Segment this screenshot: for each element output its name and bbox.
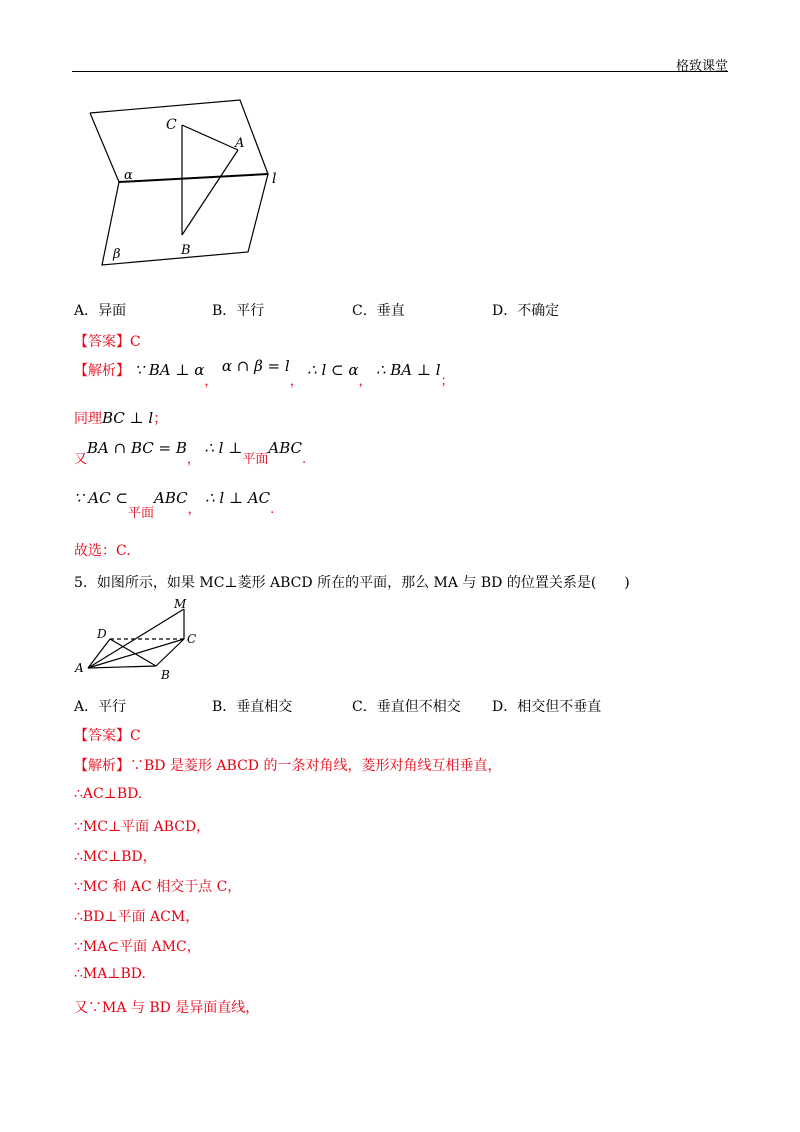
q5-option-a: A．平行 [74,699,127,715]
label-a: A [235,136,245,151]
math-therefore-l-perp: ∴ l ⊥ [204,439,243,457]
q5-analysis-line1 [74,755,501,775]
answer-value: C [130,728,141,744]
q4-option-d: D．不确定 [492,303,560,319]
period: . [270,502,275,517]
dihedral-figure [80,95,300,275]
q5-analysis-line7: ∵MA⊂平面 AMC， [74,939,201,955]
label-beta: β [113,247,121,262]
text-tongli: 同理 [74,411,102,427]
label-alpha: α [124,168,133,183]
label-a: A [75,661,84,675]
q5-analysis-line6: ∴BD⊥平面 ACM， [74,909,200,925]
math-bc-perp-l: BC ⊥ l [102,409,154,427]
math-ba-perp-alpha: ∵ BA ⊥ α [134,361,205,379]
q4-option-a: A．异面 [74,303,127,319]
edge-ad [88,639,110,668]
q5-analysis-line3: ∵MC⊥平面 ABCD， [74,819,211,835]
separator: ， [358,374,372,389]
analysis-label: 【解析】 [74,758,130,774]
rhombus-figure [70,595,210,690]
q4-analysis-line3 [74,438,307,467]
q5-stem: 5．如图所示，如果 MC⊥菱形 ABCD 所在的平面，那么 MA 与 BD 的位置关系是( ) [74,575,630,591]
q5-analysis-line4: ∴MC⊥BD， [74,849,157,865]
answer-label: 【答案】 [74,334,130,350]
label-c: C [187,632,197,646]
separator: ； [153,411,168,427]
q4-option-c: C．垂直 [352,303,405,319]
text-plane: 平面 [242,452,269,467]
separator: ， [186,452,200,467]
separator: ， [289,374,303,389]
separator: ， [204,374,218,389]
math-ba-cap-bc: BA ∩ BC = B [87,439,187,457]
header-rule [72,71,728,72]
q5-answer [74,725,141,745]
edge-l [119,174,268,182]
math-l-subset-alpha: ∴ l ⊂ α [307,361,359,379]
answer-label: 【答案】 [74,728,130,744]
q4-answer [74,331,141,351]
segment-ab [182,150,238,235]
label-b: B [161,668,170,682]
analysis-text: ∵BD 是菱形 ABCD 的一条对角线，菱形对角线互相垂直， [130,758,502,774]
q4-analysis-line2 [74,408,167,428]
text-you: 又 [74,452,88,467]
segment-ca [182,125,238,150]
separator: ； [440,374,454,389]
label-l: l [272,171,277,187]
math-abc: ABC [268,439,302,457]
answer-value: C [130,334,141,350]
q5-analysis-line8: ∴MA⊥BD. [74,966,146,982]
q5-option-d: D．相交但不垂直 [492,699,602,715]
q4-analysis-line1 [74,357,454,389]
math-abc: ABC [153,489,188,507]
q5-analysis-line2: ∴AC⊥BD. [74,786,143,802]
period: . [301,452,307,467]
label-m: M [174,597,187,611]
edge-ab [88,666,156,668]
q4-option-b: B．平行 [212,303,265,319]
header-brand: 格致课堂 [675,59,728,74]
text-plane: 平面 [127,506,154,521]
math-l-perp-ac: ∴ l ⊥ AC [205,489,271,507]
label-b: B [181,243,191,258]
math-ac-subset: ∵ AC ⊂ [74,489,128,507]
q5-option-b: B．垂直相交 [212,699,293,715]
q5-option-c: C．垂直但不相交 [352,699,461,715]
label-c: C [166,117,177,133]
label-d: D [97,627,107,641]
q4-analysis-line4 [74,488,275,521]
diagonal-bd [110,639,156,666]
q5-analysis-line5: ∵MC 和 AC 相交于点 C， [74,879,242,895]
q4-conclusion: 故选：C. [74,543,131,559]
analysis-label: 【解析】 [74,363,130,379]
q5-analysis-line9: 又∵MA 与 BD 是异面直线， [74,1000,260,1016]
math-alpha-cap-beta: α ∩ β = l [221,357,290,375]
math-ba-perp-l: ∴ BA ⊥ l [375,361,441,379]
separator: ， [187,502,201,517]
